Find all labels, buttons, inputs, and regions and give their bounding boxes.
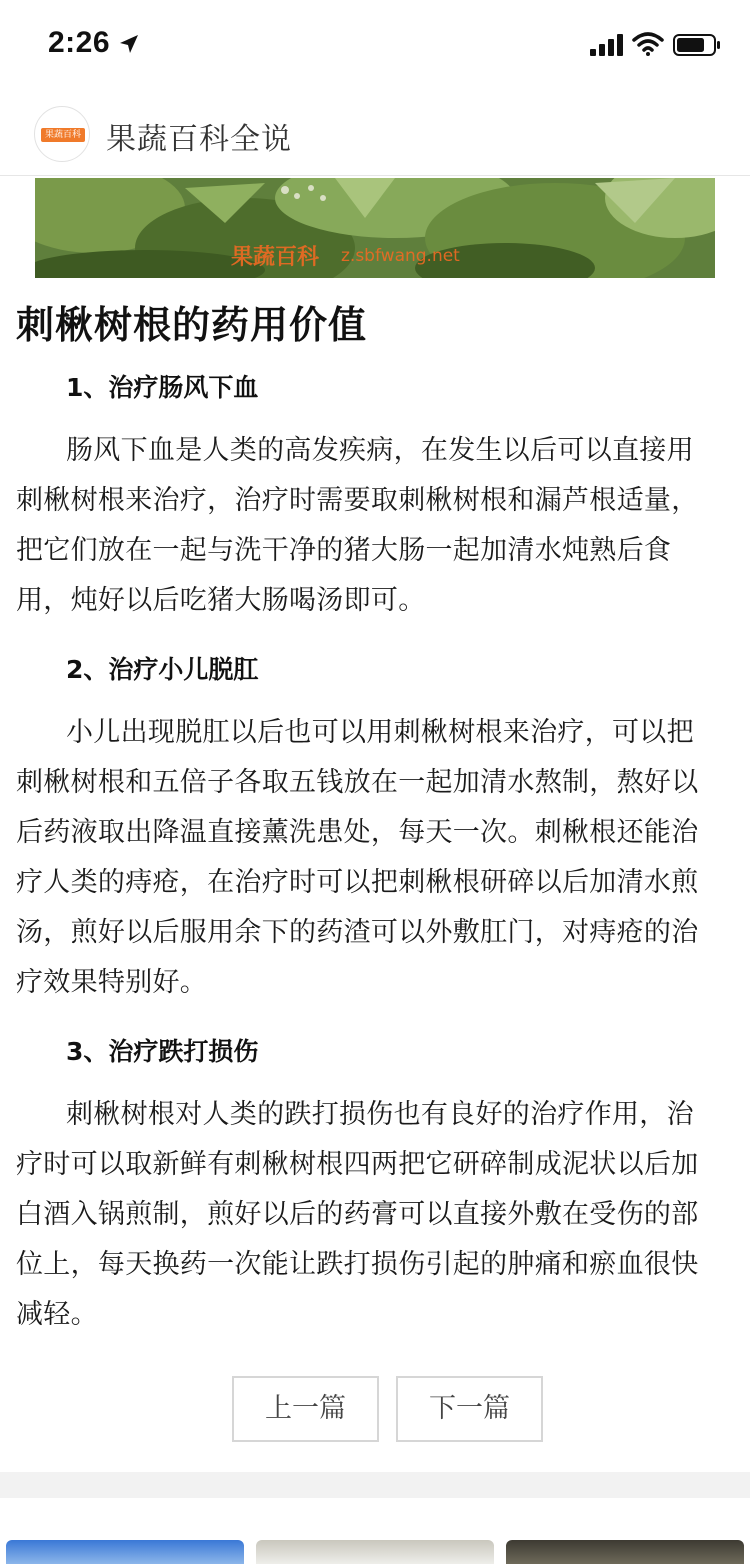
article-title: 刺楸树根的药用价值 [16, 303, 368, 347]
site-logo[interactable] [34, 106, 90, 162]
related-thumbnail-2[interactable] [256, 1540, 494, 1564]
section-body-3: 刺楸树根对人类的跌打损伤也有良好的治疗作用，治疗时可以取新鲜有刺楸树根四两把它研碎制成泥状以后加白酒入锅煎制，煎好以后的药膏可以直接外敷在受伤的部位上，每天换药一次能让跌打损伤引起的肿痛和瘀血很快减轻。 [16, 1099, 699, 1330]
section-heading-1: 1、治疗肠风下血 [66, 373, 259, 402]
section-heading-3: 3、治疗跌打损伤 [66, 1037, 259, 1066]
battery-icon [673, 34, 721, 56]
section-divider [0, 1472, 750, 1498]
wifi-icon [632, 32, 664, 56]
section-body-2: 小儿出现脱肛以后也可以用刺楸树根来治疗，可以把刺楸树根和五倍子各取五钱放在一起加清水熬制，熬好以后药液取出降温直接薰洗患处，每天一次。刺楸根还能治疗人类的痔疮，在治疗时可以把刺楸根研碎以后加清水煎汤，煎好以后服用余下的药渣可以外敷肛门，对痔疮的治疗效果特别好。 [16, 717, 699, 998]
related-thumbnail-1[interactable] [6, 1540, 244, 1564]
site-header [0, 92, 750, 176]
status-time: 2:26 [48, 26, 111, 59]
status-bar [0, 0, 750, 92]
next-article-button[interactable]: 下一篇 [396, 1376, 543, 1442]
hero-watermark-url: z.sbfwang.net [341, 246, 460, 266]
location-arrow-icon [118, 33, 140, 55]
prev-article-button[interactable]: 上一篇 [232, 1376, 379, 1442]
related-thumbnail-3[interactable] [506, 1540, 744, 1564]
hero-image [35, 178, 715, 278]
hero-watermark: 果蔬百科 [231, 245, 320, 270]
signal-icon [590, 34, 624, 56]
logo-text: 果蔬百科 [44, 130, 81, 140]
site-name[interactable]: 果蔬百科全说 [106, 122, 292, 157]
section-heading-2: 2、治疗小儿脱肛 [66, 655, 259, 684]
section-body-1: 肠风下血是人类的高发疾病，在发生以后可以直接用刺楸树根来治疗，治疗时需要取刺楸树根和漏芦根适量，把它们放在一起与洗干净的猪大肠一起加清水炖熟后食用，炖好以后吃猪大肠喝汤即可。 [16, 435, 699, 616]
